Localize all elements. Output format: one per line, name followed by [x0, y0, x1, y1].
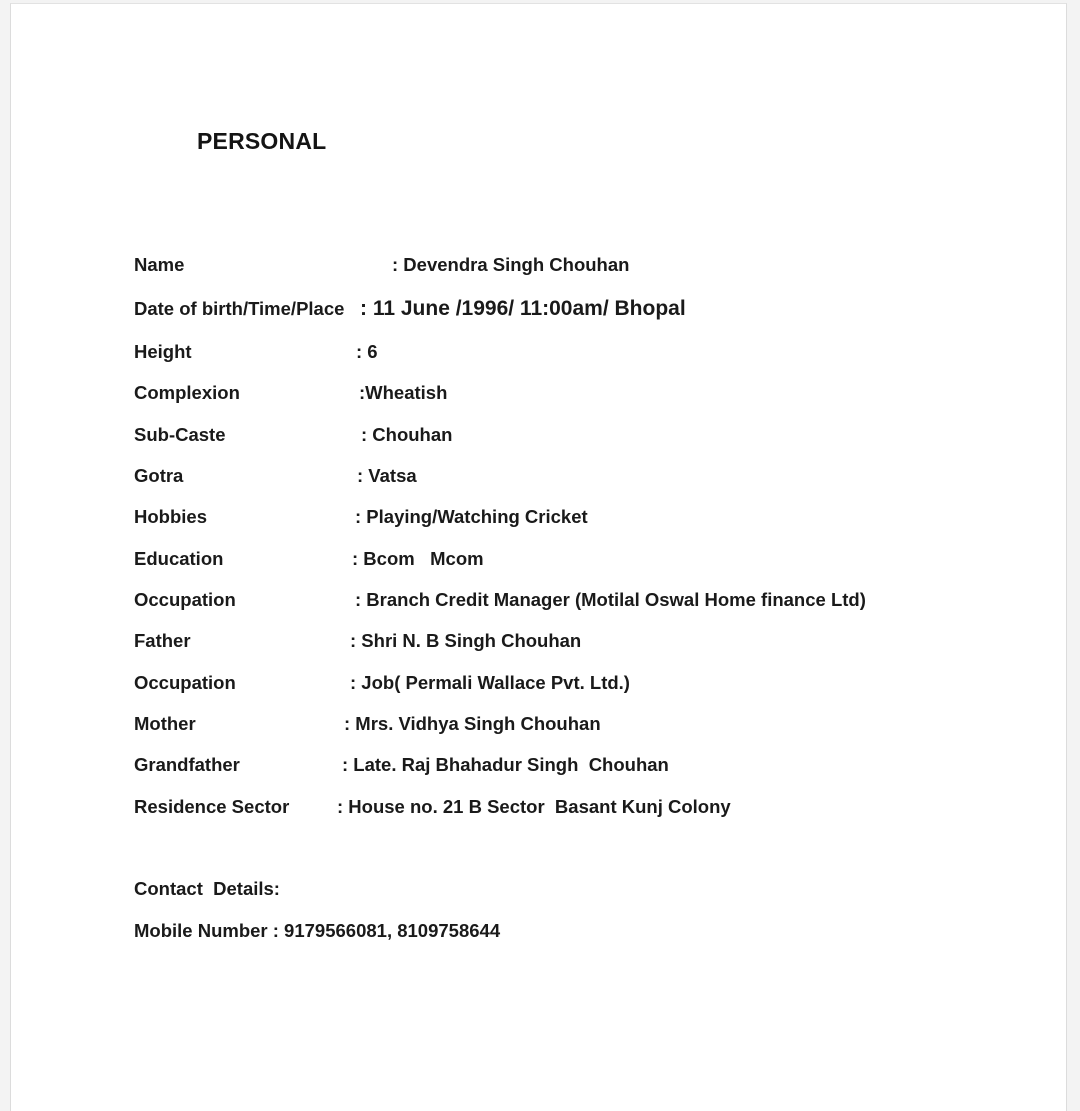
value-occupation: : Branch Credit Manager (Motilal Oswal Home finance Ltd) [355, 589, 866, 610]
label-sub-caste: Sub-Caste [134, 424, 226, 445]
value-complexion: :Wheatish [359, 382, 448, 403]
label-occupation: Occupation [134, 589, 236, 610]
value-father: : Shri N. B Singh Chouhan [350, 630, 582, 651]
value-name: : Devendra Singh Chouhan [392, 254, 630, 275]
value-hobbies: : Playing/Watching Cricket [355, 506, 588, 527]
value-grandfather: : Late. Raj Bhahadur Singh Chouhan [342, 754, 669, 775]
document-page [10, 3, 1067, 1111]
label-father: Father [134, 630, 191, 651]
label-name: Name [134, 254, 185, 275]
label-gotra: Gotra [134, 465, 184, 486]
value-mother: : Mrs. Vidhya Singh Chouhan [344, 713, 601, 734]
label-grandfather: Grandfather [134, 754, 240, 775]
mobile-number: Mobile Number : 9179566081, 8109758644 [134, 920, 501, 941]
value-date-of-birth: : 11 June /1996/ 11:00am/ Bhopal [360, 297, 686, 320]
value-gotra: : Vatsa [357, 465, 417, 486]
label-height: Height [134, 341, 192, 362]
value-education: : Bcom Mcom [352, 548, 484, 569]
value-father-occupation: : Job( Permali Wallace Pvt. Ltd.) [350, 672, 630, 693]
value-sub-caste: : Chouhan [361, 424, 453, 445]
contact-details-heading: Contact Details: [134, 878, 280, 899]
value-residence-sector: : House no. 21 B Sector Basant Kunj Colony [337, 796, 731, 817]
label-mother: Mother [134, 713, 196, 734]
value-height: : 6 [356, 341, 378, 362]
label-father-occupation: Occupation [134, 672, 236, 693]
label-date-of-birth: Date of birth/Time/Place [134, 298, 345, 319]
section-heading: PERSONAL [197, 128, 327, 154]
label-complexion: Complexion [134, 382, 240, 403]
label-residence-sector: Residence Sector [134, 796, 290, 817]
label-hobbies: Hobbies [134, 506, 207, 527]
label-education: Education [134, 548, 224, 569]
